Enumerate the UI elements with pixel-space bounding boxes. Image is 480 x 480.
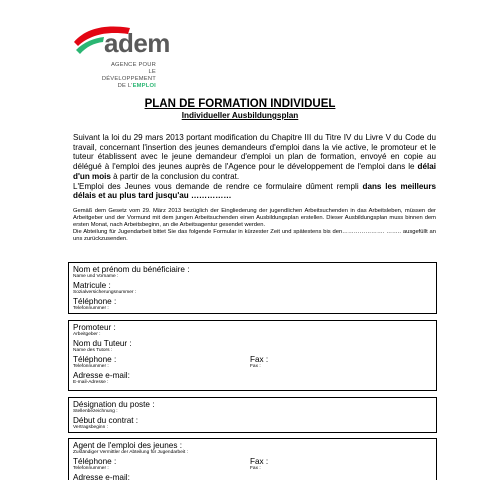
agent-phone-sublabel[interactable]: Telefonnummer : xyxy=(73,466,109,471)
beneficiary-name-label: Nom et prénom du bénéficiaire : xyxy=(73,265,190,274)
matricule-sublabel[interactable]: Sozialversicherungsnummer : xyxy=(73,290,137,295)
matricule-label: Matricule : xyxy=(73,281,111,290)
position-section xyxy=(68,397,437,433)
beneficiary-name-sublabel[interactable]: Name und Vorname : xyxy=(73,274,119,279)
logo-wordmark: adem xyxy=(104,28,170,58)
intro-paragraph-de: Gemäß dem Gesetz vom 29. März 2013 bezüglich der Eingliederung der jugendlichen Arbeitsuchenden in das Arbeitsleben, müssen der Arbeitgeber und der Vormund mit dem jungen Arbeitsuchenden einen Ausbildungsplan erstellen. Dieser Ausbildungsplan muss binnen dem ersten Monat, nach Arbeitsbeginn, an die Arbeitsagentur gesendet werden. Die Abteilung für Jugendarbeit bittet Sie das folgende Formular in kürzester Zeit und spätestens bis den…………………. …….. ausgefüllt an uns zurückzusenden. xyxy=(73,208,436,242)
agent-fax-label: Fax : xyxy=(250,457,269,466)
beneficiary-phone-sublabel[interactable]: Telefonnummer : xyxy=(73,306,109,311)
promoter-email-label: Adresse e-mail: xyxy=(73,371,130,380)
agent-label: Agent de l'emploi des jeunes : xyxy=(73,441,182,450)
promoter-sublabel[interactable]: Arbeitgeber : xyxy=(73,332,101,337)
tutor-label: Nom du Tuteur : xyxy=(73,339,132,348)
agent-fax-sublabel[interactable]: Fax : xyxy=(250,466,261,471)
agent-email-label: Adresse e-mail: xyxy=(73,473,130,480)
document-subtitle: Individueller Ausbildungsplan xyxy=(181,111,299,120)
agent-section xyxy=(68,438,437,480)
designation-sublabel[interactable]: Stellenbezeichnung : xyxy=(73,409,118,414)
contract-start-label: Début du contrat : xyxy=(73,416,139,425)
agent-phone-label: Téléphone : xyxy=(73,457,117,466)
beneficiary-phone-label: Téléphone : xyxy=(73,297,117,306)
promoter-fax-sublabel[interactable]: Fax : xyxy=(250,364,261,369)
promoter-phone-label: Téléphone : xyxy=(73,355,117,364)
designation-label: Désignation du poste : xyxy=(73,400,155,409)
document-title: PLAN DE FORMATION INDIVIDUEL xyxy=(144,98,336,110)
beneficiary-section xyxy=(68,262,437,314)
tutor-sublabel[interactable]: Name des Tutors : xyxy=(73,348,113,353)
promoter-phone-sublabel[interactable]: Telefonnummer : xyxy=(73,364,109,369)
logo-tagline: AGENCE POUR LE DÉVELOPPEMENT DE L'EMPLOI xyxy=(101,62,156,89)
contract-start-sublabel[interactable]: Vertragsbeginn : xyxy=(73,425,108,430)
agent-sublabel[interactable]: Zuständiger Vermittler der Abteilung für Jugendarbeit : xyxy=(73,450,188,455)
promoter-fax-label: Fax : xyxy=(250,355,269,364)
promoter-section xyxy=(68,320,437,391)
promoter-email-sublabel[interactable]: E-mail-Adresse : xyxy=(73,380,109,385)
promoter-label: Promoteur : xyxy=(73,323,116,332)
intro-paragraph-fr: Suivant la loi du 29 mars 2013 portant modification du Chapitre III du Titre IV du Livre V du Code du travail, concernant l'insertion des jeunes demandeurs d'emploi dans la vie active, le promoteur et le tuteur établissent avec le jeune demandeur d'emploi un plan de formation, envoyé en copie au délégué à l'emploi des jeunes auprès de l'Agence pour le développement de l'emploi dans le délai d'un mois à partir de la conclusion du contrat. L'Emploi des Jeunes vous demande de rendre ce formulaire dûment rempli dans les meilleurs délais et au plus tard jusqu'au …………… xyxy=(73,133,436,201)
